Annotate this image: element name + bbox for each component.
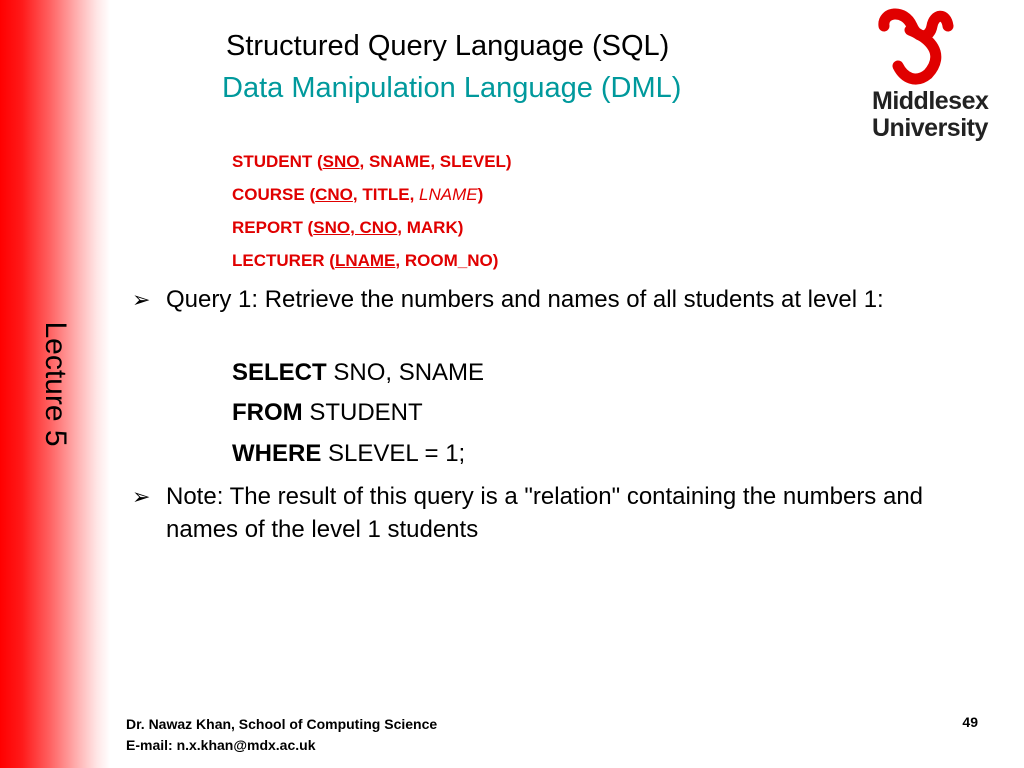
schema-rest: , ROOM_NO) bbox=[395, 251, 499, 270]
schema-close: ) bbox=[477, 185, 484, 204]
sql-keyword: WHERE bbox=[232, 440, 322, 467]
footer-author: Dr. Nawaz Khan, School of Computing Science bbox=[126, 716, 438, 732]
slide-title: Structured Query Language (SQL) bbox=[226, 30, 670, 62]
bullet-note bbox=[132, 480, 952, 546]
university-logo bbox=[864, 4, 994, 144]
schema-rest: , MARK) bbox=[397, 218, 464, 237]
sql-from-line bbox=[232, 399, 423, 427]
schema-foreign-key: LNAME bbox=[419, 185, 478, 204]
sql-where-line bbox=[232, 440, 465, 468]
logo-line-1: Middlesex bbox=[872, 87, 989, 115]
schema-report bbox=[232, 216, 512, 249]
arrow-bullet-icon: ➢ bbox=[132, 484, 151, 509]
schema-rest: , TITLE, bbox=[352, 185, 420, 204]
schema-student bbox=[232, 150, 512, 183]
schema-key: SNO bbox=[322, 152, 360, 171]
sql-keyword: FROM bbox=[232, 399, 303, 426]
logo-wordmark bbox=[872, 88, 988, 142]
middlesex-logo-mark-icon bbox=[874, 4, 954, 86]
schema-rest: , SNAME, SLEVEL) bbox=[359, 152, 512, 171]
schema-lecturer bbox=[232, 249, 512, 282]
sql-select-line bbox=[232, 359, 484, 387]
sql-keyword: SELECT bbox=[232, 359, 327, 386]
footer bbox=[126, 714, 437, 756]
sql-clause: STUDENT bbox=[302, 399, 423, 426]
bullet-text: Note: The result of this query is a "relation" containing the numbers and names of the level 1 students bbox=[166, 483, 924, 543]
schema-name: STUDENT ( bbox=[232, 152, 323, 171]
logo-line-2: University bbox=[872, 114, 988, 142]
sql-clause: SNO, SNAME bbox=[326, 359, 485, 386]
arrow-bullet-icon: ➢ bbox=[132, 287, 151, 312]
slide-subtitle: Data Manipulation Language (DML) bbox=[222, 72, 682, 104]
schema-name: COURSE ( bbox=[232, 185, 316, 204]
page-number: 49 bbox=[962, 714, 978, 730]
bullet-query-1 bbox=[132, 283, 952, 316]
sidebar bbox=[0, 0, 110, 768]
schema-list bbox=[232, 150, 512, 282]
schema-key: CNO bbox=[315, 185, 353, 204]
schema-course bbox=[232, 183, 512, 216]
lecture-label: Lecture 5 bbox=[39, 321, 72, 447]
schema-name: REPORT ( bbox=[232, 218, 314, 237]
schema-name: LECTURER ( bbox=[232, 251, 335, 270]
footer-email: E-mail: n.x.khan@mdx.ac.uk bbox=[126, 737, 316, 753]
sql-clause: SLEVEL = 1; bbox=[321, 440, 466, 467]
bullet-text: Query 1: Retrieve the numbers and names of all students at level 1: bbox=[166, 286, 884, 313]
schema-key: LNAME bbox=[334, 251, 396, 270]
schema-key: SNO, CNO bbox=[313, 218, 398, 237]
